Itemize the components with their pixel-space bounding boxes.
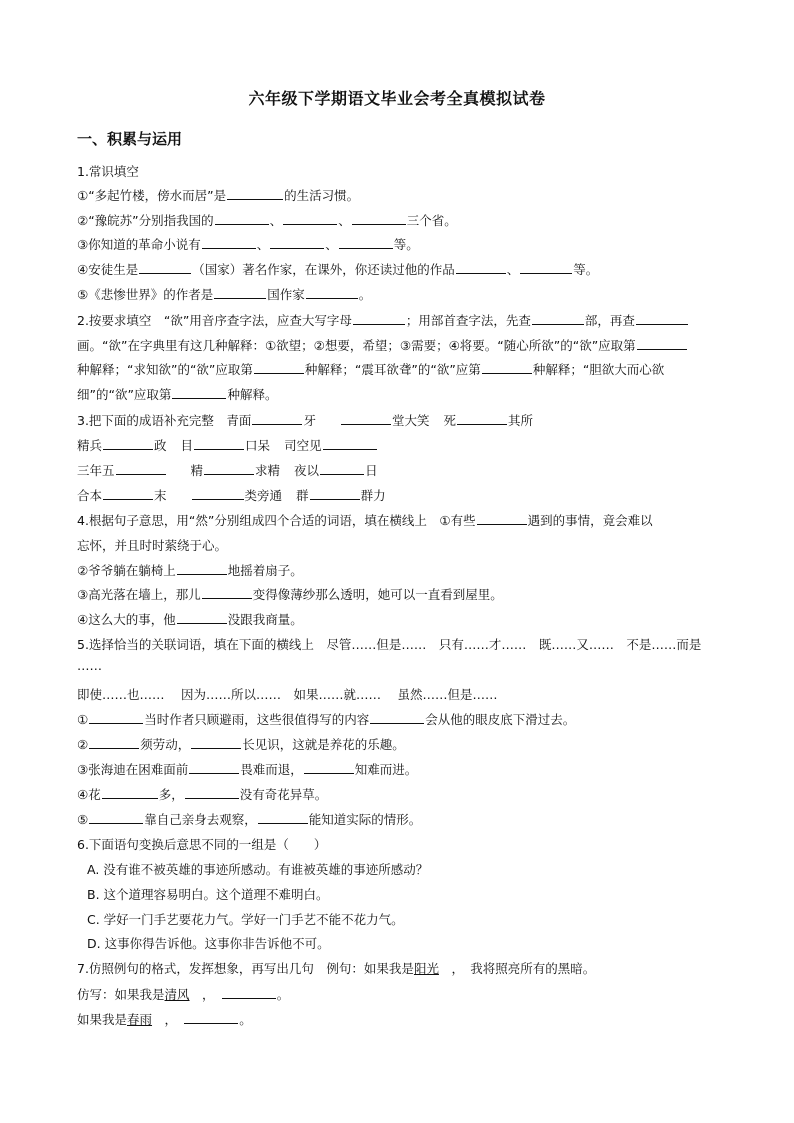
question-3-line-4: [77, 487, 722, 505]
question-4-item-2: [77, 562, 722, 580]
question-text: 末: [154, 488, 167, 503]
question-text: 日: [365, 463, 378, 478]
question-text: 地摇着扇子。: [227, 563, 303, 578]
question-text: 司空见: [284, 438, 322, 453]
answer-blank[interactable]: [191, 736, 241, 749]
question-1-item-1: [77, 187, 722, 205]
question-text: ①: [77, 712, 89, 727]
question-text: ②“豫皖苏”分别指我国的: [77, 213, 214, 228]
question-7-line-1: [77, 986, 722, 1004]
answer-blank[interactable]: [103, 487, 153, 500]
question-text: 细”的“欲”应取第: [77, 387, 172, 402]
question-text: 6.下面语句变换后意思不同的一组是（ ）: [77, 837, 327, 852]
question-2-line-2: [77, 337, 722, 355]
question-text: ⑤《悲惨世界》的作者是: [77, 287, 214, 302]
question-text: 类旁通: [244, 488, 283, 503]
question-text: ， 我将照亮所有的黑暗。: [438, 961, 596, 976]
answer-blank[interactable]: [352, 212, 406, 225]
question-5-item-5: [77, 811, 722, 829]
section-heading: 一、积累与运用: [77, 130, 183, 148]
question-text: ②爷爷躺在躺椅上: [77, 563, 176, 578]
question-text: 等。: [573, 262, 599, 277]
answer-blank[interactable]: [102, 786, 158, 799]
question-5-line-3: [77, 686, 722, 704]
question-1-item-5: [77, 286, 722, 304]
question-2-line-1: [77, 312, 722, 330]
question-text: ……: [77, 658, 102, 673]
option-text: A. 没有谁不被英雄的事迹所感动。有谁被英雄的事迹所感动？: [87, 862, 429, 877]
question-text: 如果我是: [77, 1012, 128, 1027]
question-6-heading: [77, 836, 722, 854]
question-text: 精: [190, 463, 204, 478]
answer-blank[interactable]: [116, 462, 166, 475]
answer-blank[interactable]: [532, 312, 584, 325]
answer-blank[interactable]: [370, 711, 424, 724]
answer-blank[interactable]: [215, 212, 269, 225]
answer-blank[interactable]: [202, 586, 252, 599]
question-text: 2.按要求填空 “欲”用音序查字法，应查大写字母: [77, 313, 352, 328]
question-5-item-1: [77, 711, 722, 729]
question-text: 5.选择恰当的关联词语，填在下面的横线上 尽管……但是…… 只有……才…… 既……又…… 不是……而是: [77, 637, 702, 652]
question-text: 变得像薄纱那么透明，她可以一直看到屋里。: [252, 587, 503, 602]
answer-blank[interactable]: [204, 462, 254, 475]
answer-blank[interactable]: [192, 487, 244, 500]
question-1-item-2: [77, 212, 722, 230]
question-text: 三年五: [77, 463, 115, 478]
question-text: 政: [154, 438, 167, 453]
question-text: 种解释。: [227, 387, 278, 402]
question-text: 、: [338, 213, 351, 228]
answer-blank[interactable]: [202, 236, 256, 249]
question-text: 3.把下面的成语补充完整 青面: [77, 413, 252, 428]
question-text: ④花: [77, 787, 101, 802]
question-text: 、: [506, 262, 520, 277]
question-text: 画。“欲”在字典里有这几种解释：①欲望；②想要，希望；③需要；④将要。“随心所欲”的“欲”应取第: [77, 338, 636, 353]
question-text: 即使……也…… 因为……所以…… 如果……就…… 虽然……但是……: [77, 687, 498, 702]
answer-blank[interactable]: [227, 187, 283, 200]
option-text: C. 学好一门手艺要花力气。学好一门手艺不能不花力气。: [87, 912, 404, 927]
question-text: 群力: [360, 488, 386, 503]
answer-blank[interactable]: [339, 236, 393, 249]
question-text: 4.根据句子意思，用“然”分别组成四个合适的词语，填在横线上 ①有些: [77, 513, 476, 528]
question-text: 群: [296, 488, 309, 503]
question-text: 等。: [393, 237, 419, 252]
answer-blank[interactable]: [89, 736, 139, 749]
question-text: 夜以: [294, 463, 320, 478]
answer-blank[interactable]: [283, 212, 337, 225]
question-text: 、: [256, 237, 270, 252]
question-5-item-4: [77, 786, 722, 804]
question-5-line-2: [77, 657, 722, 675]
question-text: 。: [276, 987, 290, 1002]
question-text: 7.仿照例句的格式，发挥想象，再写出几句 例句：如果我是: [77, 961, 414, 976]
answer-blank[interactable]: [477, 512, 527, 525]
option-text: B. 这个道理容易明白。这个道理不难明白。: [87, 887, 329, 902]
answer-blank[interactable]: [341, 412, 391, 425]
question-text: 须劳动，: [140, 737, 191, 752]
question-text: 遇到的事情，竟会难以: [527, 513, 653, 528]
answer-blank[interactable]: [177, 562, 227, 575]
question-text: 畏难而退，: [240, 762, 303, 777]
answer-blank[interactable]: [636, 312, 688, 325]
question-text: 没跟我商量。: [227, 612, 303, 627]
answer-blank[interactable]: [222, 986, 276, 999]
question-text: ③高光落在墙上，那儿: [77, 587, 201, 602]
question-7-heading: [77, 960, 722, 978]
question-text: 忘怀，并且时时萦绕于心。: [77, 538, 228, 553]
question-6-option-d[interactable]: [77, 935, 732, 953]
question-text: 的生活习惯。: [284, 188, 360, 203]
question-text: 靠自己亲身去观察，: [144, 812, 257, 827]
question-text: 没有奇花异草。: [239, 787, 328, 802]
question-4-item-4: [77, 611, 722, 629]
question-text: 三个省。: [406, 213, 457, 228]
question-7-line-2: [77, 1011, 722, 1029]
question-3-line-3: [77, 462, 722, 480]
question-text: 。: [358, 287, 372, 302]
question-5-line-1: [77, 636, 722, 654]
question-text: ，: [152, 1012, 184, 1027]
question-text: 会从他的眼皮底下滑过去。: [425, 712, 576, 727]
question-text: ④这么大的事，他: [77, 612, 176, 627]
question-4-line-2: [77, 537, 722, 555]
question-6-option-a[interactable]: [77, 861, 732, 879]
answer-blank[interactable]: [189, 761, 239, 774]
question-text: 多，: [158, 787, 184, 802]
option-text: D. 这事你得告诉他。这事你非告诉他不可。: [87, 936, 330, 951]
question-text: 牙: [303, 413, 316, 428]
question-text: 种解释；“震耳欲聋”的“欲”应第: [304, 362, 481, 377]
answer-blank[interactable]: [254, 361, 304, 374]
answer-blank[interactable]: [184, 1011, 238, 1024]
answer-blank[interactable]: [520, 261, 572, 274]
answer-blank[interactable]: [323, 437, 377, 450]
question-text: 。: [239, 1012, 252, 1027]
question-text: （国家）著名作家，在课外，你还读过他的作品: [192, 262, 455, 277]
page-title: 六年级下学期语文毕业会考全真模拟试卷: [248, 89, 546, 108]
question-text: ②: [77, 737, 89, 752]
question-text: ④安徒生是: [77, 262, 139, 277]
question-4-item-3: [77, 586, 722, 604]
answer-blank[interactable]: [214, 286, 266, 299]
answer-blank[interactable]: [310, 487, 360, 500]
answer-blank[interactable]: [103, 437, 153, 450]
answer-blank[interactable]: [194, 437, 244, 450]
answer-blank[interactable]: [306, 286, 358, 299]
answer-blank[interactable]: [637, 337, 687, 350]
question-text: 、: [325, 237, 338, 252]
question-1-heading: [77, 163, 722, 181]
question-6-option-c[interactable]: [77, 911, 732, 929]
underlined-word: 清风: [164, 987, 190, 1002]
answer-blank[interactable]: [456, 261, 506, 274]
question-text: 口呆: [245, 438, 271, 453]
answer-blank[interactable]: [482, 361, 532, 374]
answer-blank[interactable]: [353, 312, 405, 325]
question-text: ，: [189, 987, 221, 1002]
question-text: 种解释；“求知欲”的“欲”应取第: [77, 362, 253, 377]
question-5-item-3: [77, 761, 722, 779]
answer-blank[interactable]: [270, 236, 324, 249]
question-text: 部，再查: [584, 313, 635, 328]
question-text: 长见识，这就是养花的乐趣。: [242, 737, 405, 752]
answer-blank[interactable]: [304, 761, 354, 774]
question-3-line-2: [77, 437, 722, 455]
answer-blank[interactable]: [185, 786, 239, 799]
question-text: 合本: [77, 488, 103, 503]
question-text: ①“多起竹楼，傍水而居”是: [77, 188, 227, 203]
question-4-line-1: [77, 512, 722, 530]
answer-blank[interactable]: [252, 412, 302, 425]
question-text: 、: [269, 213, 283, 228]
question-text: 精兵: [77, 438, 103, 453]
question-text: 国作家: [267, 287, 305, 302]
example-underlined-word: 阳光: [413, 961, 439, 976]
question-text: 求精: [255, 463, 281, 478]
question-3-line-1: [77, 412, 722, 430]
question-2-line-4: [77, 386, 722, 404]
answer-blank[interactable]: [89, 811, 143, 824]
question-text: 种解释；“胆欲大而心欲: [532, 362, 665, 377]
question-text: 其所: [507, 413, 533, 428]
answer-blank[interactable]: [457, 412, 507, 425]
question-6-option-b[interactable]: [77, 886, 732, 904]
question-text: 目: [180, 438, 194, 453]
question-text: 当时作者只顾避雨，这些很值得写的内容: [144, 712, 370, 727]
answer-blank[interactable]: [258, 811, 308, 824]
answer-blank[interactable]: [89, 711, 143, 724]
answer-blank[interactable]: [172, 386, 226, 399]
question-text: 能知道实际的情形。: [308, 812, 422, 827]
question-text: 知难而进。: [354, 762, 418, 777]
answer-blank[interactable]: [139, 261, 191, 274]
question-text: ；用部首查字法，先查: [405, 313, 531, 328]
question-text: ③你知道的革命小说有: [77, 237, 201, 252]
question-5-item-2: [77, 736, 722, 754]
question-text: 1.常识填空: [77, 164, 139, 179]
question-1-item-3: [77, 236, 722, 254]
answer-blank[interactable]: [177, 611, 227, 624]
underlined-word: 春雨: [127, 1012, 153, 1027]
question-text: 堂大笑: [391, 413, 430, 428]
question-text: ③张海迪在困难面前: [77, 762, 189, 777]
question-text: ⑤: [77, 812, 89, 827]
question-2-line-3: [77, 361, 722, 379]
question-1-item-4: [77, 261, 722, 279]
question-text: 仿写：如果我是: [77, 987, 165, 1002]
answer-blank[interactable]: [320, 462, 364, 475]
question-text: 死: [443, 413, 456, 428]
